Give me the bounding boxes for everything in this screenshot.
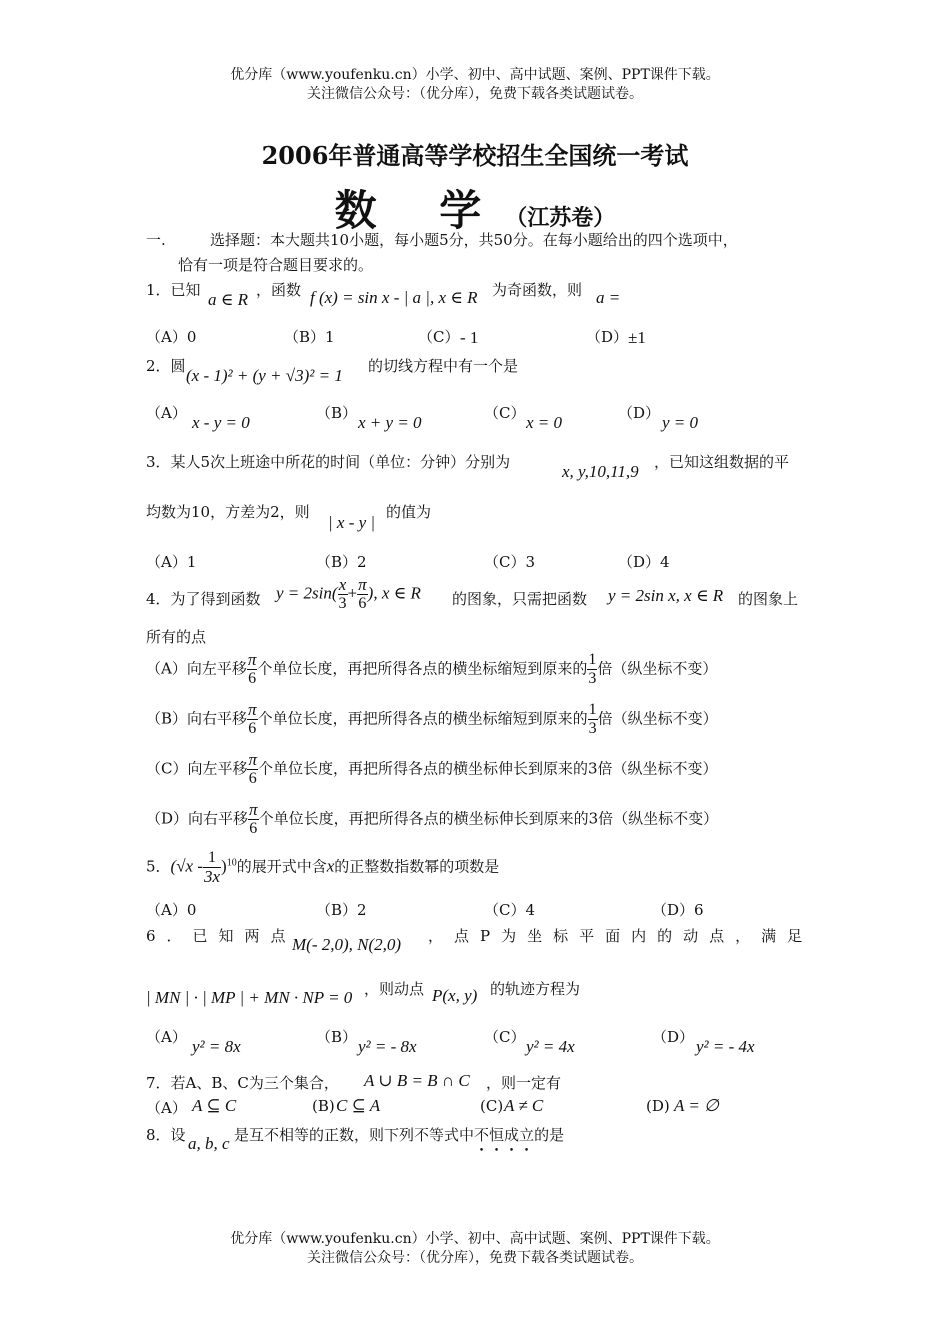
q4-frac-x-over-3 — [338, 576, 348, 613]
q8-emphasis-3: 成 — [504, 1126, 520, 1144]
q4-stem-line2: 所有的点 — [146, 628, 207, 646]
q7-option-a: （A） — [146, 1099, 187, 1117]
q2-stem-tail: 的切线方程中有一个是 — [368, 357, 519, 375]
q4-option-b-six: 6 — [248, 720, 257, 737]
q1-stem-mid: ，函数 — [256, 281, 302, 299]
q2-option-b-math: x + y = 0 — [358, 413, 422, 432]
q3-stem-line1b: ，已知这组数据的平 — [654, 453, 790, 471]
q2-option-d-math: y = 0 — [662, 413, 699, 432]
q6-condition: | MN | · | MP | + MN · NP = 0 — [146, 988, 353, 1007]
q8-stem-mid: 是互不相等的正数，则下列不等式中 — [234, 1126, 475, 1144]
q4-option-d-label: （D）向右平移 — [146, 809, 249, 828]
q4-frac-den-3: 3 — [338, 595, 347, 612]
q7-stem-tail: ，则一定有 — [486, 1074, 562, 1092]
q3-data: x, y,10,11,9 — [562, 462, 639, 481]
q3-abs-expr: | x - y | — [328, 513, 376, 532]
q7-condition: A ∪ B = B ∩ C — [364, 1071, 470, 1090]
q2-option-a-math: x - y = 0 — [192, 413, 250, 432]
section-instructions-2: 恰有一项是符合题目要求的。 — [178, 256, 374, 274]
q4-option-a-six: 6 — [248, 670, 257, 687]
q1-option-d: （D） — [586, 328, 629, 346]
q4-option-a-pi: π — [247, 650, 257, 669]
q6-point-p: P(x, y) — [432, 986, 478, 1005]
exam-title: 2006年普通高等学校招生全国统一考试 — [261, 141, 689, 170]
q6-stem-mid-2: ，则动点 — [364, 980, 425, 998]
q1-function: f (x) = sin x - | a |, x ∈ R — [310, 288, 478, 307]
q5-binomial-open: (√x - — [170, 856, 203, 876]
q4-option-b-text: 个单位长度，再把所得各点的横坐标缩短到原来的 — [257, 709, 588, 728]
q2-option-b: （B） — [316, 404, 358, 422]
q7-option-d-math: A = ∅ — [674, 1096, 719, 1115]
q4-option-b-label: （B）向右平移 — [146, 709, 248, 728]
q6-option-c-math: y² = 4x — [526, 1037, 575, 1056]
q4-frac-num-pi: π — [358, 575, 367, 594]
q6-option-d: （D） — [652, 1028, 695, 1046]
q5-binomial-close: ) — [221, 856, 227, 876]
q4-option-b-one: 1 — [588, 701, 597, 718]
q4-option-c-text: 个单位长度，再把所得各点的横坐标伸长到原来的3倍（纵坐标不变） — [258, 759, 718, 778]
q7-option-b-math: C ⊆ A — [336, 1096, 381, 1115]
q4-function-2: y = 2sin x, x ∈ R — [608, 586, 724, 605]
q4-frac-pi-over-6 — [357, 576, 368, 613]
q3-stem-line1: 3．某人5次上班途中所花的时间（单位：分钟）分别为 — [146, 453, 511, 471]
q4-option-b-factor — [588, 701, 598, 738]
q8-emphasis-1: 不 — [474, 1126, 490, 1144]
subject-name: 数 学 — [334, 186, 506, 235]
q7-option-a-math: A ⊆ C — [192, 1096, 237, 1115]
q8-stem-start: 8．设 — [146, 1126, 186, 1144]
q3-option-a: （A）1 — [146, 553, 197, 571]
q5-fraction — [203, 849, 221, 886]
q3-option-b: （B）2 — [316, 553, 367, 571]
q4-option-d — [146, 801, 718, 838]
q1-stem-tail: 为奇函数，则 — [492, 281, 583, 299]
q5-option-d: （D）6 — [652, 901, 704, 919]
q4-stem-tail: 的图象上 — [738, 590, 799, 608]
q2-option-c: （C） — [484, 404, 526, 422]
q6-stem-tail: 的轨迹方程为 — [490, 980, 581, 998]
q4-func1-prefix: y = 2sin( — [276, 583, 338, 603]
footer-line-1: 优分库（www.youfenku.cn）小学、初中、高中试题、案例、PPT课件下载。 — [230, 1231, 720, 1247]
section-number: 一. — [146, 231, 166, 249]
q4-option-a-factor — [587, 651, 597, 688]
q1-option-c-math: - 1 — [460, 328, 479, 347]
q6-option-d-math: y² = - 4x — [696, 1037, 755, 1056]
q4-option-c-six: 6 — [248, 770, 257, 787]
q4-func1-suffix: ), x ∈ R — [367, 583, 421, 603]
q4-stem-start: 4．为了得到函数 — [146, 590, 261, 608]
q1-option-b: （B）1 — [284, 328, 335, 346]
q4-option-c-label: （C）向左平移 — [146, 759, 248, 778]
q7-option-d: (D) — [646, 1097, 670, 1115]
q4-option-b-three: 3 — [588, 720, 597, 737]
q2-option-d: （D） — [618, 404, 661, 422]
q4-function-1 — [276, 576, 421, 613]
q4-plus: + — [347, 583, 358, 603]
header-line-1: 优分库（www.youfenku.cn）小学、初中、高中试题、案例、PPT课件下载。 — [230, 67, 720, 83]
q2-option-c-math: x = 0 — [526, 413, 563, 432]
q6-option-b: （B） — [316, 1028, 358, 1046]
q4-option-b-tail: 倍（纵坐标不变） — [597, 709, 718, 728]
q4-option-c-shift — [247, 751, 258, 788]
q7-option-c: (C) — [480, 1097, 504, 1115]
q4-option-a-shift — [247, 651, 258, 688]
q5-option-a: （A）0 — [146, 901, 197, 919]
q5-frac-num: 1 — [203, 849, 221, 868]
q8-emphasis-4: 立 — [519, 1126, 535, 1144]
q4-option-d-text: 个单位长度，再把所得各点的横坐标伸长到原来的3倍（纵坐标不变） — [258, 809, 719, 828]
subject-province: （江苏卷） — [505, 205, 616, 231]
q4-option-a-text: 个单位长度，再把所得各点的横坐标缩短到原来的 — [257, 659, 588, 678]
q8-stem-tail: 的是 — [534, 1126, 565, 1144]
q6-option-b-math: y² = - 8x — [358, 1037, 417, 1056]
q6-stem-mid: ，点P为坐标平面内的动点，满足 — [428, 927, 814, 945]
q2-stem-start: 2．圆 — [146, 357, 186, 375]
q4-option-c-pi: π — [248, 750, 258, 769]
q4-option-b — [146, 701, 718, 738]
q6-stem-start: 6．已知两点 — [146, 927, 297, 945]
q5-number: 5． — [146, 857, 171, 876]
q2-option-a: （A） — [146, 404, 187, 422]
q4-frac-den-6: 6 — [358, 595, 367, 612]
q5-exponent: 10 — [226, 857, 237, 869]
q1-option-c: （C） — [418, 328, 460, 346]
q4-option-a-three: 3 — [588, 670, 597, 687]
q4-option-d-shift — [248, 801, 259, 838]
q4-option-b-pi: π — [248, 700, 257, 719]
q1-answer-var: a = — [596, 288, 621, 307]
q4-stem-mid: 的图象，只需把函数 — [452, 590, 588, 608]
q7-option-b: (B) — [312, 1097, 335, 1115]
q8-emphasis-2: 恒 — [489, 1126, 505, 1144]
q5-option-b: （B）2 — [316, 901, 367, 919]
q1-stem-start: 1．已知 — [146, 281, 201, 299]
q4-option-c — [146, 751, 718, 788]
q5-stem-tail-1: 的展开式中含 — [236, 857, 327, 876]
q4-option-a-label: （A）向左平移 — [146, 659, 247, 678]
q5-frac-den: 3x — [204, 867, 221, 886]
q4-option-a-one: 1 — [588, 651, 597, 668]
q4-option-a — [146, 651, 717, 688]
q8-stem — [234, 1124, 564, 1145]
q6-option-a-math: y² = 8x — [192, 1037, 241, 1056]
q3-option-d: （D）4 — [618, 553, 670, 571]
q4-option-b-shift — [247, 701, 258, 738]
q1-option-a: （A）0 — [146, 328, 197, 346]
header-line-2: 关注微信公众号：（优分库），免费下载各类试题试卷。 — [307, 86, 643, 102]
q5-stem-tail-2: 的正整数指数幂的项数是 — [334, 857, 500, 876]
q3-stem-line2: 均数为10，方差为2，则 — [146, 503, 310, 521]
q3-option-c: （C）3 — [484, 553, 536, 571]
q7-stem-start: 7．若A、B、C为三个集合， — [146, 1074, 339, 1092]
q2-equation: (x - 1)² + (y + √3)² = 1 — [186, 366, 343, 385]
q5-option-c: （C）4 — [484, 901, 536, 919]
q4-option-a-tail: 倍（纵坐标不变） — [597, 659, 718, 678]
q6-option-a: （A） — [146, 1028, 187, 1046]
q4-option-d-six: 6 — [249, 820, 258, 837]
q4-option-d-pi: π — [249, 800, 258, 819]
q8-vars: a, b, c — [188, 1134, 230, 1153]
q4-frac-num-x: x — [338, 575, 347, 594]
q5-stem — [146, 849, 499, 886]
section-instructions-1: 选择题：本大题共10小题，每小题5分，共50分。在每小题给出的四个选项中， — [210, 231, 738, 249]
footer-line-2: 关注微信公众号：（优分库），免费下载各类试题试卷。 — [307, 1250, 643, 1266]
q1-condition: a ∈ R — [208, 290, 248, 309]
q6-points: M(- 2,0), N(2,0) — [292, 935, 402, 954]
q7-option-c-math: A ≠ C — [504, 1096, 544, 1115]
q1-option-d-math: ±1 — [628, 328, 646, 347]
q5-var-x: x — [326, 856, 335, 876]
q6-option-c: （C） — [484, 1028, 526, 1046]
q3-stem-line2b: 的值为 — [386, 503, 432, 521]
